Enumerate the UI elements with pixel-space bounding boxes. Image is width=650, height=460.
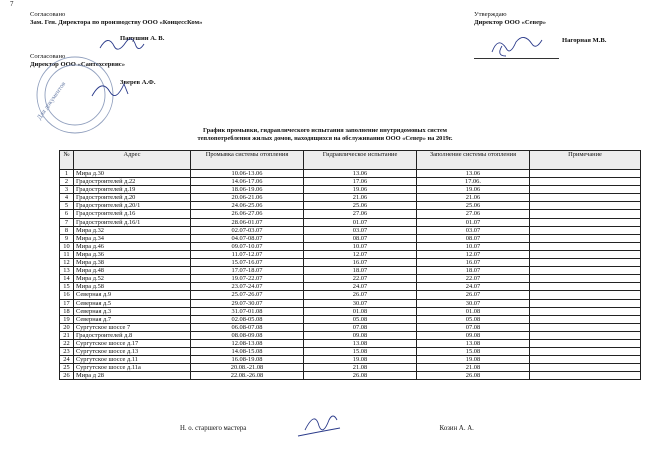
cell-filling: 10.07 (417, 242, 530, 250)
cell-number: 13 (60, 267, 74, 275)
cell-hydraulic-test: 27.06 (304, 210, 417, 218)
table-row (60, 194, 641, 202)
cell-flushing: 22.08.-26.08 (191, 372, 304, 380)
table-row (60, 259, 641, 267)
cell-note (530, 315, 641, 323)
cell-hydraulic-test: 13.06 (304, 170, 417, 178)
cell-hydraulic-test: 08.07 (304, 234, 417, 242)
cell-note (530, 291, 641, 299)
cell-flushing: 18.06-19.06 (191, 186, 304, 194)
table-body (60, 170, 641, 380)
cell-note (530, 339, 641, 347)
cell-note (530, 372, 641, 380)
table-row (60, 234, 641, 242)
table-row (60, 339, 641, 347)
cell-number: 7 (60, 218, 74, 226)
cell-filling: 24.07 (417, 283, 530, 291)
cell-flushing: 28.06-01.07 (191, 218, 304, 226)
cell-filling: 18.07 (417, 267, 530, 275)
cell-note (530, 275, 641, 283)
cell-filling: 13.08 (417, 339, 530, 347)
signature-line (474, 58, 559, 59)
table-row (60, 267, 641, 275)
cell-note (530, 323, 641, 331)
cell-number: 11 (60, 250, 74, 258)
cell-hydraulic-test: 21.08 (304, 364, 417, 372)
table-row (60, 283, 641, 291)
cell-address: Сургутское шоссе 7 (74, 323, 191, 331)
cell-flushing: 12.08-13.08 (191, 339, 304, 347)
cell-flushing: 02.07-03.07 (191, 226, 304, 234)
cell-hydraulic-test: 09.08 (304, 331, 417, 339)
cell-number: 23 (60, 348, 74, 356)
approval-signer-name: Нагорная М.В. (562, 37, 607, 45)
cell-hydraulic-test: 07.08 (304, 323, 417, 331)
approval-position: Директор ООО «Север» (474, 19, 547, 27)
footer-signoff (180, 425, 474, 432)
header-hydraulic-test: Гидравлическое испытание (304, 151, 417, 170)
header-filling: Заполнение системы отопления (417, 151, 530, 170)
cell-hydraulic-test: 30.07 (304, 299, 417, 307)
cell-filling: 08.07 (417, 234, 530, 242)
approval-signer-name: Папушин А. В. (120, 35, 165, 43)
cell-hydraulic-test: 22.07 (304, 275, 417, 283)
cell-address: Градостроителей д.8 (74, 331, 191, 339)
cell-number: 4 (60, 194, 74, 202)
stamp-text: Для документов (35, 80, 68, 122)
cell-filling: 21.08 (417, 364, 530, 372)
cell-address: Северная д.3 (74, 307, 191, 315)
cell-filling: 15.08 (417, 348, 530, 356)
table-row (60, 275, 641, 283)
cell-hydraulic-test: 26.08 (304, 372, 417, 380)
table-row (60, 364, 641, 372)
cell-address: Градостроителей д.16/1 (74, 218, 191, 226)
cell-number: 9 (60, 234, 74, 242)
cell-note (530, 250, 641, 258)
cell-hydraulic-test: 18.07 (304, 267, 417, 275)
table-row (60, 331, 641, 339)
table-header-row (60, 151, 641, 170)
cell-hydraulic-test: 19.08 (304, 356, 417, 364)
table-row (60, 291, 641, 299)
cell-note (530, 259, 641, 267)
cell-flushing: 26.06-27.06 (191, 210, 304, 218)
cell-address: Сургутское шоссе д.11а (74, 364, 191, 372)
cell-flushing: 24.06-25.06 (191, 202, 304, 210)
cell-flushing: 09.07-10.07 (191, 242, 304, 250)
cell-flushing: 20.06-21.06 (191, 194, 304, 202)
cell-flushing: 04.07-08.07 (191, 234, 304, 242)
cell-hydraulic-test: 15.08 (304, 348, 417, 356)
cell-note (530, 202, 641, 210)
cell-flushing: 15.07-16.07 (191, 259, 304, 267)
cell-filling: 30.07 (417, 299, 530, 307)
cell-address: Мира д 28 (74, 372, 191, 380)
cell-filling: 01.07 (417, 218, 530, 226)
cell-address: Мира д.58 (74, 283, 191, 291)
cell-note (530, 194, 641, 202)
cell-filling: 19.06 (417, 186, 530, 194)
cell-flushing: 02.08-05.08 (191, 315, 304, 323)
cell-note (530, 348, 641, 356)
approval-signer-name: Зверев А.Ф. (120, 79, 156, 87)
cell-number: 19 (60, 315, 74, 323)
cell-filling: 13.06 (417, 170, 530, 178)
table-row (60, 250, 641, 258)
cell-number: 2 (60, 178, 74, 186)
cell-flushing: 08.08-09.08 (191, 331, 304, 339)
cell-number: 5 (60, 202, 74, 210)
cell-note (530, 226, 641, 234)
cell-note (530, 331, 641, 339)
cell-number: 10 (60, 242, 74, 250)
cell-number: 6 (60, 210, 74, 218)
header-number: № (60, 151, 74, 170)
cell-address: Градостроителей д.16 (74, 210, 191, 218)
cell-hydraulic-test: 13.08 (304, 339, 417, 347)
cell-filling: 09.08 (417, 331, 530, 339)
footer-role: Н. о. старшего мастера (180, 425, 247, 432)
cell-hydraulic-test: 24.07 (304, 283, 417, 291)
cell-number: 3 (60, 186, 74, 194)
table-row (60, 178, 641, 186)
cell-note (530, 210, 641, 218)
cell-flushing: 16.08-19.08 (191, 356, 304, 364)
cell-filling: 17.06. (417, 178, 530, 186)
cell-note (530, 234, 641, 242)
cell-address: Северная д.5 (74, 299, 191, 307)
cell-hydraulic-test: 17.06 (304, 178, 417, 186)
cell-address: Мира д.48 (74, 267, 191, 275)
cell-hydraulic-test: 12.07 (304, 250, 417, 258)
cell-number: 17 (60, 299, 74, 307)
table-row (60, 315, 641, 323)
cell-note (530, 283, 641, 291)
schedule-table (59, 150, 641, 380)
cell-hydraulic-test: 25.06 (304, 202, 417, 210)
cell-number: 22 (60, 339, 74, 347)
cell-flushing: 29.07-30.07 (191, 299, 304, 307)
table-row (60, 242, 641, 250)
cell-hydraulic-test: 01.08 (304, 307, 417, 315)
cell-note (530, 178, 641, 186)
cell-hydraulic-test: 01.07 (304, 218, 417, 226)
cell-hydraulic-test: 19.06 (304, 186, 417, 194)
cell-number: 21 (60, 331, 74, 339)
table-row (60, 186, 641, 194)
table-row (60, 202, 641, 210)
cell-address: Сургутское шоссе д.17 (74, 339, 191, 347)
cell-number: 24 (60, 356, 74, 364)
approval-position: Директор ООО «Сантехсервис» (30, 60, 126, 68)
cell-note (530, 186, 641, 194)
cell-note (530, 356, 641, 364)
cell-address: Мира д.32 (74, 226, 191, 234)
approval-caption: Утверждаю (474, 11, 507, 18)
cell-number: 20 (60, 323, 74, 331)
table-row (60, 307, 641, 315)
cell-flushing: 11.07-12.07 (191, 250, 304, 258)
left-approval-block (30, 11, 202, 87)
cell-hydraulic-test: 16.07 (304, 259, 417, 267)
cell-flushing: 17.07-18.07 (191, 267, 304, 275)
cell-note (530, 267, 641, 275)
cell-note (530, 307, 641, 315)
approval-caption: Согласовано (30, 52, 66, 60)
cell-filling: 01.08 (417, 307, 530, 315)
cell-filling: 21.06 (417, 194, 530, 202)
cell-number: 15 (60, 283, 74, 291)
cell-hydraulic-test: 26.07 (304, 291, 417, 299)
cell-address: Северная д.9 (74, 291, 191, 299)
cell-filling: 27.06 (417, 210, 530, 218)
cell-address: Сургутское шоссе д.13 (74, 348, 191, 356)
cell-note (530, 218, 641, 226)
table-row (60, 356, 641, 364)
title-line-1: График промывки, гидравлического испытания заполнение внутридомовых систем (202, 127, 448, 134)
cell-flushing: 20.08.-21.08 (191, 364, 304, 372)
cell-hydraulic-test: 21.06 (304, 194, 417, 202)
cell-flushing: 14.06-17.06 (191, 178, 304, 186)
table-row (60, 226, 641, 234)
cell-hydraulic-test: 05.08 (304, 315, 417, 323)
table-row (60, 348, 641, 356)
cell-filling: 12.07 (417, 250, 530, 258)
footer-name: Козин А. А. (439, 425, 474, 432)
cell-number: 8 (60, 226, 74, 234)
table-row (60, 170, 641, 178)
cell-note (530, 364, 641, 372)
cell-address: Градостроителей д.22 (74, 178, 191, 186)
cell-flushing: 14.08-15.08 (191, 348, 304, 356)
cell-address: Мира д.38 (74, 259, 191, 267)
table-row (60, 372, 641, 380)
cell-flushing: 23.07-24.07 (191, 283, 304, 291)
cell-filling: 05.08 (417, 315, 530, 323)
cell-number: 12 (60, 259, 74, 267)
cell-flushing: 31.07-01.08 (191, 307, 304, 315)
cell-flushing: 10.06-13.06 (191, 170, 304, 178)
cell-number: 18 (60, 307, 74, 315)
cell-address: Сургутское шоссе д.11 (74, 356, 191, 364)
cell-address: Северная д.7 (74, 315, 191, 323)
cell-address: Мира д.52 (74, 275, 191, 283)
cell-address: Мира д.46 (74, 242, 191, 250)
table-row (60, 299, 641, 307)
cell-number: 14 (60, 275, 74, 283)
cell-filling: 07.08 (417, 323, 530, 331)
cell-filling: 26.08 (417, 372, 530, 380)
table-row (60, 210, 641, 218)
table-row (60, 323, 641, 331)
cell-filling: 26.07 (417, 291, 530, 299)
cell-address: Мира д.34 (74, 234, 191, 242)
table-row (60, 218, 641, 226)
cell-filling: 16.07 (417, 259, 530, 267)
approval-caption: Согласовано (30, 11, 66, 18)
cell-number: 16 (60, 291, 74, 299)
header-address: Адрес (74, 151, 191, 170)
cell-filling: 25.06 (417, 202, 530, 210)
cell-filling: 19.08 (417, 356, 530, 364)
cell-address: Градостроителей д.20/1 (74, 202, 191, 210)
cell-number: 1 (60, 170, 74, 178)
cell-note (530, 299, 641, 307)
cell-flushing: 19.07-22.07 (191, 275, 304, 283)
approval-position: Зам. Ген. Директора по производству ООО «КонцессКом» (30, 19, 203, 27)
cell-filling: 03.07 (417, 226, 530, 234)
cell-number: 26 (60, 372, 74, 380)
right-approval-block (474, 11, 606, 46)
cell-address: Мира д.30 (74, 170, 191, 178)
header-flushing: Промывка системы отопления (191, 151, 304, 170)
cell-address: Градостроителей д.20 (74, 194, 191, 202)
cell-note (530, 242, 641, 250)
document-title (0, 127, 650, 143)
cell-hydraulic-test: 10.07 (304, 242, 417, 250)
cell-address: Градостроителей д.19 (74, 186, 191, 194)
cell-note (530, 170, 641, 178)
header-note: Примечание (530, 151, 641, 170)
page-mark: 7 (10, 0, 14, 8)
cell-hydraulic-test: 03.07 (304, 226, 417, 234)
cell-filling: 22.07 (417, 275, 530, 283)
cell-flushing: 06.08-07.08 (191, 323, 304, 331)
title-line-2: теплопотребления жилых домов, находящихся на обслуживании ООО «Север» на 2019г. (197, 135, 453, 142)
cell-flushing: 25.07-26.07 (191, 291, 304, 299)
cell-number: 25 (60, 364, 74, 372)
cell-address: Мира д.36 (74, 250, 191, 258)
